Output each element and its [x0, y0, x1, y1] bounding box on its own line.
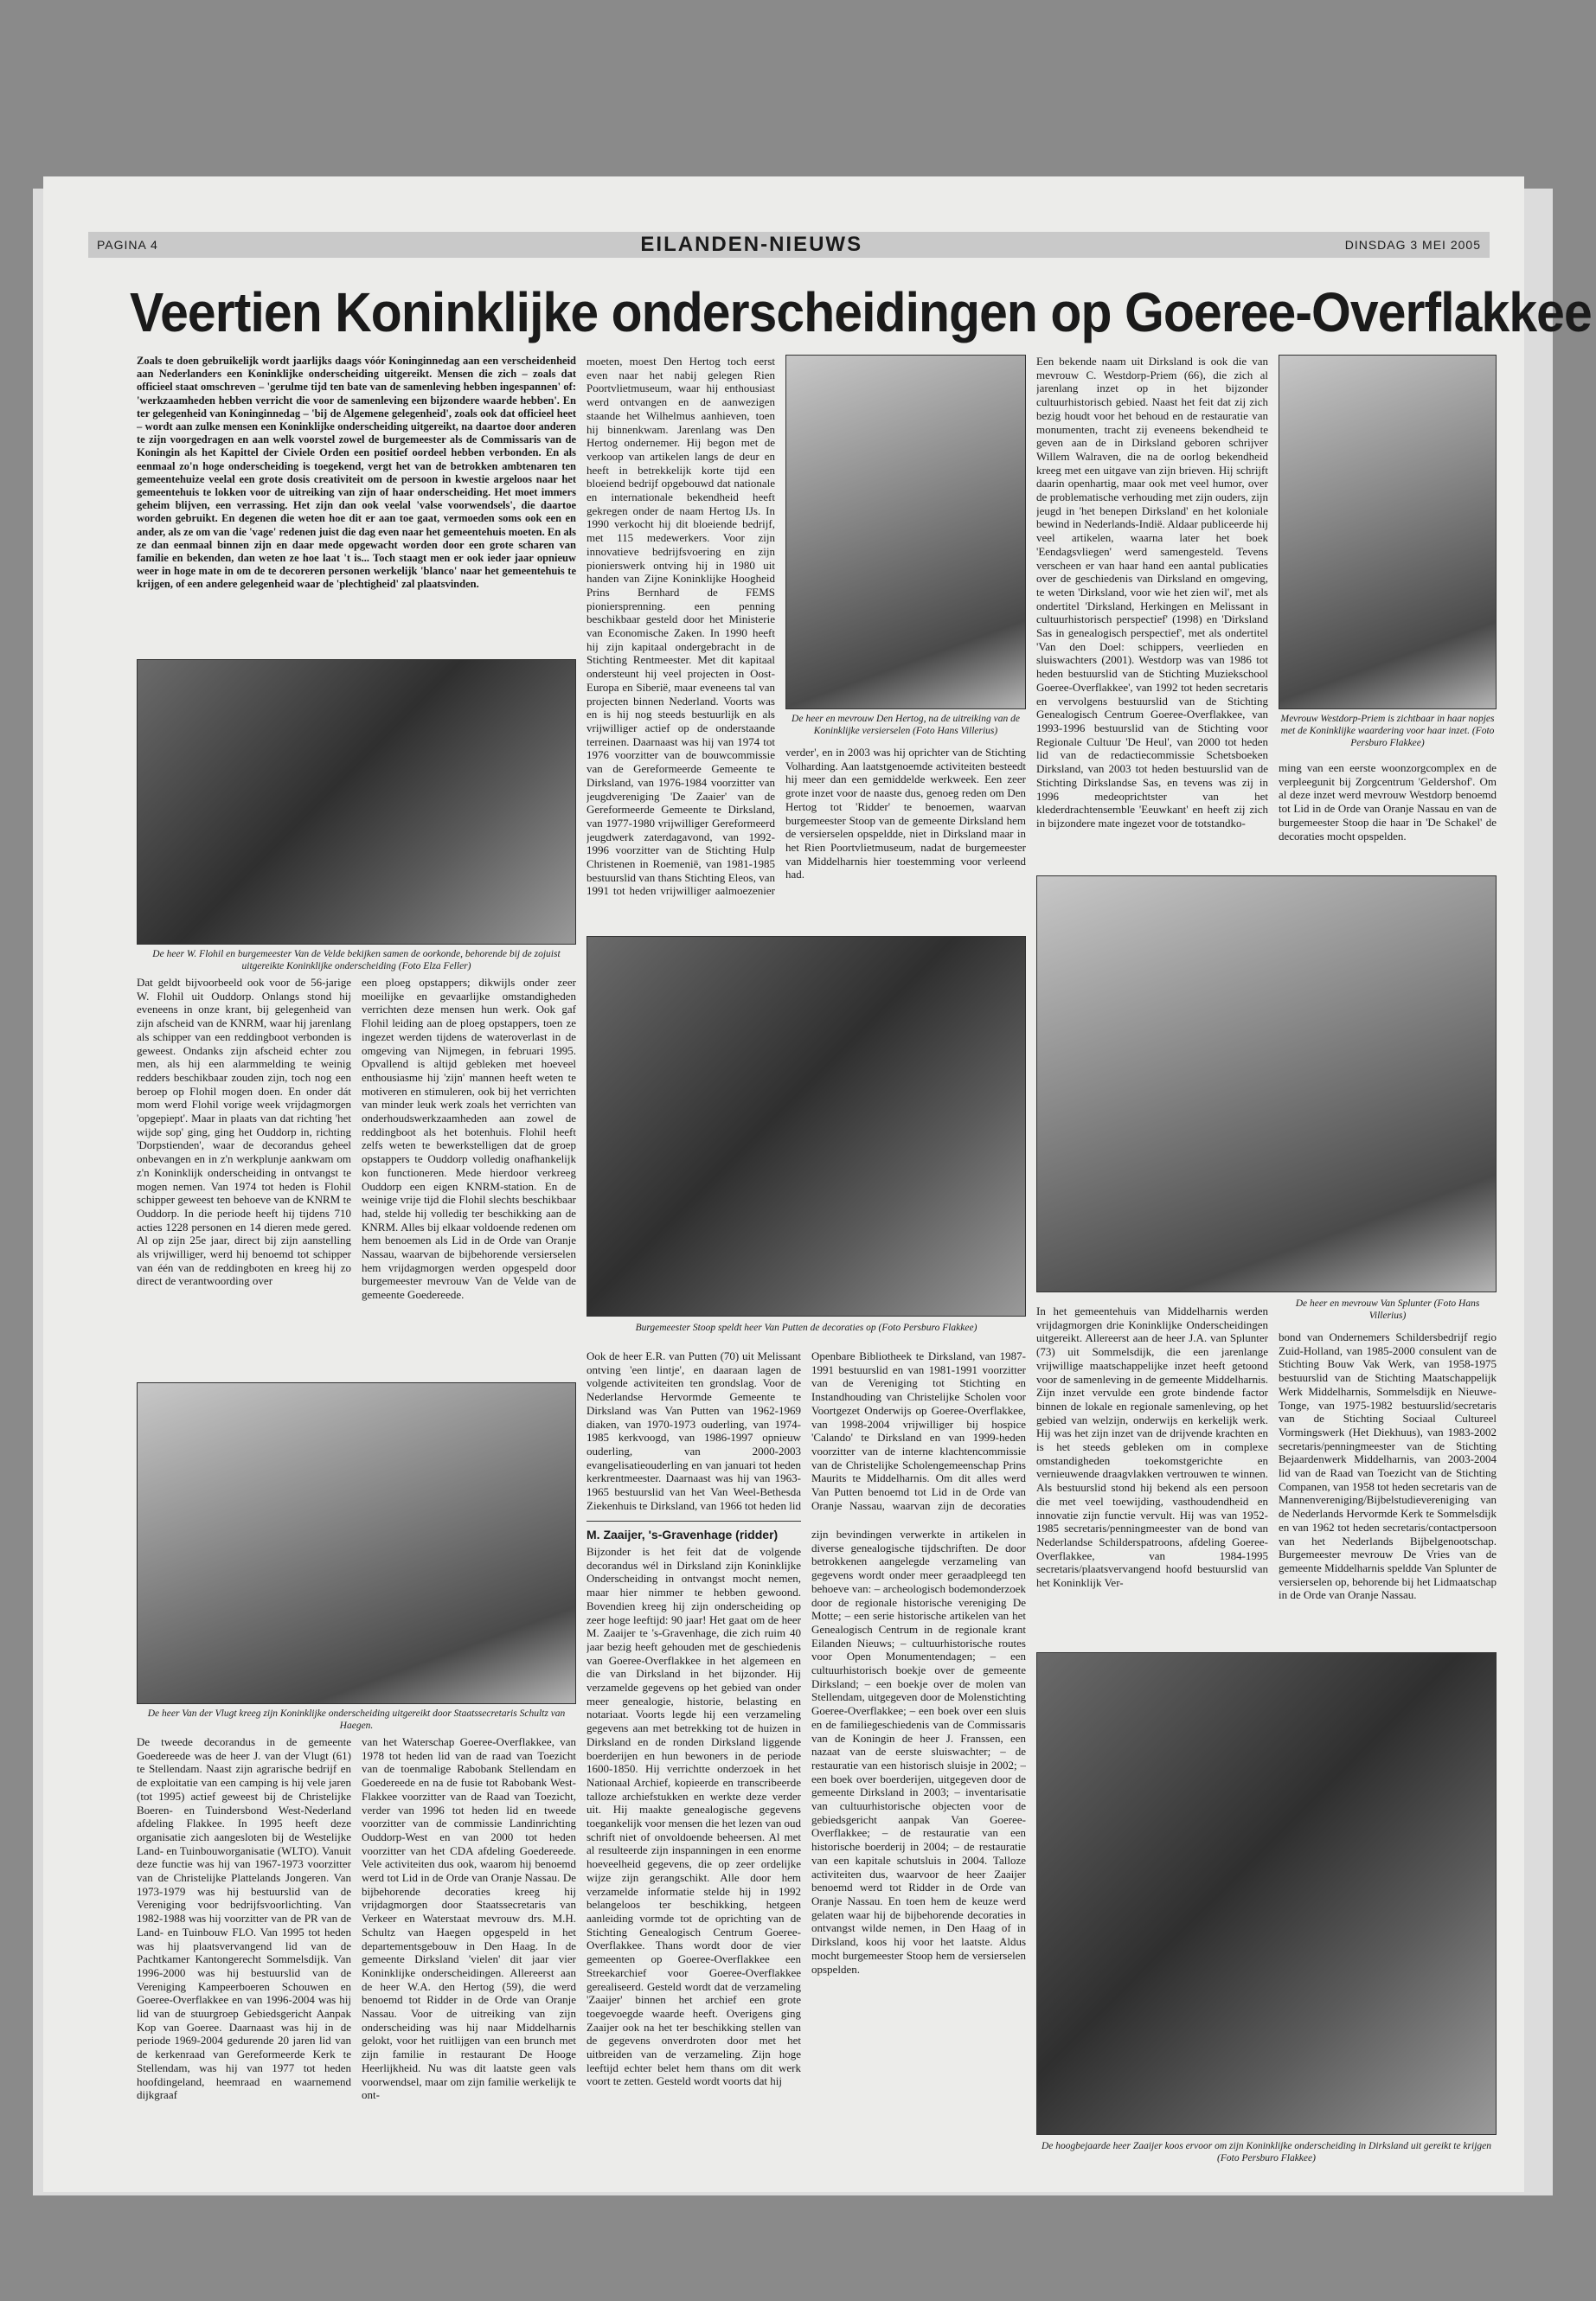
subhead-zaaijer: M. Zaaijer, 's-Gravenhage (ridder)	[586, 1528, 779, 1541]
photo-flohil	[137, 659, 576, 945]
article-flohil-continued: een ploeg opstappers; dikwijls onder zeer moeilijke en gevaarlijke omstandigheden verrichten deze mensen hun werk. Ook gaf Flohil leiding aan de ploeg opstappers, toen ze ingezet werden tijdens de wateroverlast in de omgeving van Nijmegen, in februari 1995. Opvallend is altijd gebleken met hoeveel enthousiasme hij 'zijn' mannen heeft weten te motiveren en stimuleren, ook bij het verrichten van minder leuk werk zoals het verrichten van onderhoudswerkzaamheden aan zowel de reddingboot als het botenhuis. Flohil heeft zelfs weten te bewerkstelligen dat de groep opstappers te Ouddorp volledig onafhankelijk kon functioneren. Mede hierdoor verkreeg Ouddorp een eigen KNRM-station. En de weinige vrije tijd die Flohil slechts beschikbaar had, stelde hij volledig ter beschikking aan de KNRM. Alles bij elkaar voldoende redenen om hem benoemen als Lid in de Orde van Oranje Nassau, waarvan de bijbehorende versierselen hem vrijdagmorgen werden opgespeld door burgemeester mevrouw Van de Velde van de gemeente Goedereede.	[362, 976, 576, 1302]
photo-den-hertog	[785, 355, 1026, 709]
article-zaaijer-continued: zijn bevindingen verwerkte in artikelen in diverse genealogische tijdschriften. De door betrokkenen aangelegde verzameling van gegevens wordt onder meer geraadpleegd ten behoeve van: – archeologisch bodemonderzoek door de regionale historische vereniging De Motte; – een serie historische artikelen van het Genealogisch Centrum in de regionale krant Eilanden Nieuws; – cultuurhistorische routes voor Open Monumentendagen; – een cultuurhistorisch boekje over de gemeente Dirksland; – een boekje over de molen van Stellendam, uitgegeven door de Molenstichting Goeree-Overflakkee; – een boek over een sluis en de familiegeschiedenis van de Commissaris van de Koningin de heer J. Franssen, een nazaat van de eerste sluiswachter; – de restauratie van een historisch sluisje in 2002; – een boek over boerderijen, uitgegeven door de gemeente Dirksland in 2003; – inventarisatie van cultuurhistorische objecten voor de gebiedsgericht aanpak Van Goeree-Overflakkee; – de restauratie van een historische boerderij in 2004; – de restauratie van een kapitale schutsluis in 2004. Talloze activiteiten dus, waarvoor de heer Zaaijer benoemd werd tot Ridder in de Orde van Oranje Nassau. En toen hem de keuze werd gelaten waar hij de bijbehorende decoraties in ontvangst wilde nemen, in Den Haag of in Dirksland, koos hij voor het laatste. Aldus mocht burgemeester Stoop hem de versierselen opspelden.	[811, 1528, 1026, 1976]
photo-van-der-vlugt	[137, 1382, 576, 1704]
intro-paragraph: Zoals te doen gebruikelijk wordt jaarlijks daags vóór Koninginnedag aan een verscheidenheid aan Nederlanders een Koninklijke onderscheiding uitgereikt. Mensen die zich – zoals dat officieel staat omschreven – 'gerulme tijd ten bate van de samenleving hebben ingespannen' of: 'werkzaamheden hebben verricht die voor de samenleving een bijzondere waarde hebben'. En ter gelegenheid van Koninginnedag – 'bij de Algemene gelegenheid', zoals ook dat officieel heet – wordt aan zulke mensen een Koninklijke onderscheiding uitgereikt, na daartoe door anderen te zijn voorgedragen en aan welk voorstel zowel de burgemeester als de Commissaris van de Koningin als het Kapittel der Civiele Orden een positief oordeel hebben verbonden. En als eenmaal zo'n hoge onderscheiding is toegekend, vergt het van de betrokken ambtenaren ten gemeentehuize veelal een grote dosis creativiteit om de persoon in kwestie argeloos naar het gemeentehuis te lokken voor de uitreiking van zijn of haar onderscheiding. Het moet immers geheim blijven, een verrassing. Het zijn dan ook veelal 'valse voorwendsels', die daartoe worden gebruikt. En degenen die weten hoe dit er aan toe gaat, vermoeden soms ook een en ander, als ze om van die 'vage' redenen juist die dag even naar het gemeentehuis moeten. En als ze dan eenmaal binnen zijn en daar mede opgewacht worden door een grote scharen van familie en bekenden, dan weten ze hoe laat 't is... Toch staagt men er ook ieder jaar opnieuw weer in hoge mate in om de te decoreren personen werkelijk 'blanco' naar het gemeentehuis te krijgen, of een andere gelegenheid waar de 'plechtigheid' zal plaatsvinden.	[137, 355, 576, 591]
issue-date: DINSDAG 3 MEI 2005	[1344, 238, 1481, 252]
photo-van-putten	[586, 936, 1026, 1317]
caption-flohil: De heer W. Flohil en burgemeester Van de Velde bekijken samen de oorkonde, behorende bij de zojuist uitgereikte Koninklijke onderscheiding (Foto Elza Feller)	[152, 949, 561, 971]
caption-van-putten: Burgemeester Stoop speldt heer Van Putten de decoraties op (Foto Persburo Flakkee)	[635, 1323, 977, 1333]
caption-den-hertog: De heer en mevrouw Den Hertog, na de uitreiking van de Koninklijke versierselen (Foto Hans Villerius)	[792, 714, 1020, 736]
article-zaaijer: Bijzonder is het feit dat de volgende decorandus wél in Dirksland zijn Koninklijke Onderscheiding in ontvangst mocht nemen, maar hier nimmer te hebben gewoond. Bovendien kreeg hij zijn onderscheiding op zeer hoge leeftijd: 90 jaar! Het gaat om de heer M. Zaaijer te 's-Gravenhage, die zich ruim 40 jaar bezig heeft gehouden met de geschiedenis van Goeree-Overflakkee in het algemeen en die van Dirksland in het bijzonder. Hij verzamelde gegevens op het gebied van onder meer genealogie, historie, belasting en notariaat. Voorts legde hij een verzameling gegevens aan met betrekking tot de huizen in Dirksland en de ronden Dirksland liggende boerderijen en hun bewoners in de periode 1600-1850. Hij verrichtte onderzoek in het Nationaal Archief, kopieerde en transcribeerde talloze archiefstukken en werkte deze verder uit. Hij maakte genealogische gegevens toegankelijk voor mensen die het lezen van oud schrift niet of onvoldoende beheersen. Al met al resulteerde zijn inspanningen in een enorme hoeveelheid gegevens, die op zeer ordelijke wijze zijn gerangschikt. Alle door hem verzamelde informatie stelde hij in 1992 belangeloos ter beschikking, hetgeen aanleiding vormde tot de oprichting van de Stichting Genealogisch Centrum Goeree-Overflakkee. Thans wordt door de vier gemeenten op Goeree-Overflakkee een Streekarchief voor Goeree-Overflakkee gerealiseerd. Gesteld wordt dat de verzameling 'Zaaijer' binnen het archief een grote toegevoegde waarde heeft. Overigens ging Zaaijer ook na het ter beschikking stellen van de gegevens onverdroten door met het uitbreiden van de verzameling. Zijn hoge leeftijd echter belet hem thans om dit werk voort te zetten. Gesteld wordt voorts dat hij	[586, 1545, 801, 2088]
photo-van-splunter	[1036, 875, 1497, 1292]
article-van-putten-continued: Openbare Bibliotheek te Dirksland, van 1987-1991 bestuurslid en van 1981-1991 voorzitter van de Vereniging tot Stichting en Instandhouding van Christelijke Scholen voor Voortgezet Onderwijs op Goeree-Overflakkee, van 1998-2004 vrijwilliger bij hospice 'Calando' te Dirksland en van 1999-heden voorzitter van de interne klachtencommissie van de Christelijke Scholengemeenschap Prins Maurits te Middelharnis. Om dit alles werd Van Putten benoemd tot Lid in de Orde van Oranje Nassau, waarvan zijn de decoraties	[811, 1349, 1026, 1512]
article-van-splunter-continued: bond van Ondernemers Schildersbedrijf regio Zuid-Holland, van 1985-2000 consulent van de Stichting Bouw Vak Werk, van 1958-1975 bestuurslid van de Stichting Maatschappelijk Werk Middelharnis, Sommelsdijk en Nieuwe-Tonge, van 1975-1982 bestuurslid/secretaris van de Stichting Sociaal Cultureel Vormingswerk (Het Diekhuus), van 1983-2002 secretaris/penningmeester van de Stichting Bejaardenwerk Middelharnis, van 2003-2004 lid van de Raad van Toezicht van de Stichting Companen, van 1958 tot heden secretaris van de Mannenvereniging/Bijbelstudievereniging van de Nederlands Hervormde Kerk te Sommelsdijk en van 1962 tot heden secretaris/contactpersoon van het Nederlands Bijbelgenootschap. Burgemeester mevrouw De Vries van de gemeente Middelharnis speldde Van Splunter de versierselen op, behorende bij het Lidmaatschap in de Orde van Oranje Nassau.	[1279, 1330, 1497, 1602]
caption-zaaijer: De hoogbejaarde heer Zaaijer koos ervoor om zijn Koninklijke onderscheiding in Dirksland uit gereikt te krijgen (Foto Persburo Flakkee)	[1041, 2141, 1492, 2163]
article-westdorp-continued: ming van een eerste woonzorgcomplex en de verpleegunit bij Zorgcentrum 'Geldershof'. Om al deze inzet werd mevrouw Westdorp benoemd tot Lid in de Orde van Oranje Nassau en van de burgemeester Stoop die haar in 'De Schakel' de decoraties mocht opspelden.	[1279, 761, 1497, 843]
article-flohil: Dat geldt bijvoorbeeld ook voor de 56-jarige W. Flohil uit Ouddorp. Onlangs stond hij eveneens in onze krant, bij gelegenheid van zijn afscheid van de KNRM, waar hij jarenlang als schipper van een reddingboot verbonden is geweest. Ondanks zijn afscheid echter zou men, als hij een alarmmelding te weinig redders beschikbaar zouden zijn, toch nog een beroep op Flohil mogen doen. En onder dát mom werd Flohil vorige week vrijdagmorgen 'opgepiept'. Maar in plaats van dat richting 'het wijde sop' ging, ging het Ouddorp in, richting 'Dorpstienden', waar de decorandus geheel onbevangen en in z'n werkplunje aankwam om z'n Koninklijk onderscheiding in ontvangst te mogen nemen. Van 1974 tot heden is Flohil schipper geweest ten behoeve van de KNRM te Ouddorp. In die periode heeft hij tijdens 710 acties 1228 personen en 14 dieren mede gered. Al op zijn 25e jaar, direct bij zijn aanstelling als vrijwilliger, werd hij benoemd tot schipper van één van de reddingboten en kreeg hij zo direct de verantwoording over	[137, 976, 351, 1288]
article-van-der-vlugt: De tweede decorandus in de gemeente Goedereede was de heer J. van der Vlugt (61) te Stellendam. Naast zijn agrarische bedrijf en de exploitatie van een camping is hij vele jaren (tot 1995) actief geweest bij de Christelijke Boeren- en Tuindersbond West-Nederland afdeling Flakkee. In 1995 heeft deze organisatie zich aangesloten bij de Westelijke Land- en Tuinbouworganisatie (WLTO). Vanuit deze functie was hij van 1967-1973 voorzitter van de Christelijke Plattelands Jongeren. Van 1973-1979 was hij bestuurslid van de Vereniging voor bedrijfsvoorlichting. Van 1982-1988 was hij voorzitter van de PR van de Land- en Tuinbouw FLO. Van 1995 tot heden was hij plaatsvervangend lid van de Pachtkamer Kantongerecht Sommelsdijk. Van 1996-2000 was hij bestuurslid van de Vereniging Kampeerboeren Schouwen en Goeree-Overflakkee en van 1996-2004 was hij lid van de stuurgroep Gebiedsgericht Aanpak Kop van Goeree. Daarnaast was hij in de periode 1969-2004 gedurende 20 jaren lid van de kerkenraad van Gereformeerde Kerk te Stellendam, was hij van 1977 tot heden hoofdingeland, heemraad en waarnemend dijkgraaf	[137, 1735, 351, 2102]
newspaper-brand: EILANDEN-NIEUWS	[640, 233, 863, 256]
photo-zaaijer	[1036, 1652, 1497, 2135]
page-number: PAGINA 4	[97, 238, 158, 252]
headline: Veertien Koninklijke onderscheidingen op Goeree-Overflakkee	[130, 281, 1592, 343]
masthead	[88, 232, 1490, 258]
article-van-splunter: In het gemeentehuis van Middelharnis werden vrijdagmorgen drie Koninklijke Onderscheidingen uitgereikt. Allereerst aan de heer J.A. van Splunter (73) uit Sommelsdijk, die een jarenlange vrijwillige maatschappelijke inzet heeft getoond voor de samenleving in de gemeente Middelharnis. Zijn inzet vervulde een grote bindende factor binnen de lokale en regionale samenleving, op het gebied van welzijn, onderwijs en kerkelijk werk. Hij was het zijn inzet van de drijvende krachten en is het steeds gebleken om in complexe omstandigheden toekomstgerichte en vernieuwende draagvlakken vertrouwen te winnen. Als bestuurslid stond hij bekend als een persoon die met veel toewijding, vasthoudendheid en innovatie zijn functie vervult. Hij was van 1952-1985 secretaris/penningmeester van de bond van Nederlandse Schilderspatroons, afdeling Goeree-Overflakkee, van 1984-1995 secretaris/plaatsvervangend hoofd bestuurslid van het Koninklijk Ver-	[1036, 1304, 1268, 1590]
caption-van-der-vlugt: De heer Van der Vlugt kreeg zijn Koninklijke onderscheiding uitgereikt door Staatssecretaris Schultz van Haegen.	[147, 1708, 566, 1731]
article-den-hertog: moeten, moest Den Hertog toch eerst even naar het nabij gelegen Rien Poortvlietmuseum, waar hij enthousiast werd ontvangen en de aanwezigen staande het Wilhelmus aanhieven, toen hij binnenkwam. Jarenlang was Den Hertog ondernemer. Hij begon met de verkoop van artikelen langs de deur en heeft in betrekkelijk korte tijd een bloeiend bedrijf opgebouwd dat nationale en internationale bekendheid heeft gekregen onder de naam Hertog IJs. In 1990 verkocht hij dit bloeiende bedrijf, met 115 medewerkers. Voor zijn innovatieve bedrijfsvoering en zijn pionierswerk ontving hij in 1980 uit handen van Zijne Koninklijke Hoogheid Prins Bernhard de FEMS pioniersprenning. een penning beschikbaar gesteld door het Ministerie van Economische Zaken. In 1990 heeft hij zijn kapitaal ondergebracht in de Stichting Rentmeester. Met dit kapitaal ondersteunt hij veel projecten in Oost-Europa en Siberië, maar eveneens tal van projecten binnen Nederland. Voorts was en is hij nog steeds bestuurlijk en als vrijwilliger actief op de onderstaande terreinen. Daarnaast was hij van 1974 tot 1976 voorzitter van de bouwcommissie van de Gereformeerde Gemeente te Dirksland, van 1976-1984 voorzitter van jeugdvereniging 'De Zaaier' van de Gereformeerde Gemeente te Dirksland, van 1977-1980 vrijwilliger Gereformeerd jeugdwerk zaterdagavond, van 1992-1996 voorzitter van de Stichting Hulp Christenen in Roemenië, van 1981-1985 bestuurslid van thans Stichting Eleos, van 1991 tot heden vrijwilliger aalmoezenier	[586, 355, 775, 898]
caption-van-splunter: De heer en mevrouw Van Splunter (Foto Hans Villerius)	[1295, 1298, 1480, 1321]
caption-westdorp: Mevrouw Westdorp-Priem is zichtbaar in haar nopjes met de Koninklijke waardering voor haar inzet. (Foto Persburo Flakkee)	[1280, 714, 1495, 748]
article-van-putten: Ook de heer E.R. van Putten (70) uit Melissant ontving 'een lintje', en daaraan lagen de volgende activiteiten ten grondslag. Voor de Nederlandse Hervormde Gemeente te Dirksland was Van Putten van 1962-1969 diaken, van 1970-1973 ouderling, van 1974-1985 kerkvoogd, van 1986-1997 opnieuw ouderling, van 2000-2003 evangelisatieouderling en van januari tot heden kerkrentmeester. Daarnaast was hij van 1963-1965 bestuurslid van het Van Weel-Bethesda Ziekenhuis te Dirksland, van 1966 tot heden lid	[586, 1349, 801, 1512]
article-westdorp: Een bekende naam uit Dirksland is ook die van mevrouw C. Westdorp-Priem (66), die zich al jarenlang inzet op in het bijzonder cultuurhistorisch gebied. Naast het feit dat zij zich bezig houdt voor het behoud en de restauratie van monumenten, tracht zij eveneens bekendheid te geven aan de in Dirksland geboren schrijver Willem Walraven, die na de oorlog bekendheid kreeg met een uitgave van zijn brieven. Hij schrijft daarin openhartig, maar ook met veel humor, over de problematische verhouding met zijn ouders, zijn jeugd in 'het benepen Dirksland' en het koloniale bewind in Nederlands-Indië. Aldaar publiceerde hij veel artikelen, waarna later het boek 'Eendagsvliegen' werd samengesteld. Tevens verscheen er van haar hand een aantal publicaties over de geschiedenis van Dirksland en omgeving, te weten 'Dirksland, voor wie het zien wil', met als ondertitel 'Dirksland, Herkingen en Melissant in cultuurhistorisch perspectief' (1998) en 'Dirksland Sas in genealogisch perspectief', met als ondertitel 'Van den Doel: schippers, veerlieden en sluiswachters (2001). Westdorp was van 1986 tot heden bestuurslid van de Stichting Muziekschool Goeree-Overflakkee', van 1992 tot heden secretaris en vervolgens bestuurslid van de Stichting Genealogisch Centrum Goeree-Overflakkee, van 1993-1996 bestuurslid van de Stichting voor Regionale Cultuur 'De Heul', van 2000 tot heden lid van de redactiecommissie Schetsboeken Dirksland, van 2003 tot heden bestuurslid van de Stichting Dirkslandse Sas, en tevens was zij in 1996 medeoprichtster van het klederdrachtensemble 'Eeuwkant' en heeft zij zich in bijzondere mate ingezet voor de totstandko-	[1036, 355, 1268, 830]
article-den-hertog-continued: verder', en in 2003 was hij oprichter van de Stichting Volharding. Aan laatstgenoemde activiteiten besteedt hij meer dan een gemiddelde werkweek. Een zeer grote inzet voor de naaste dus, genoeg reden om Den Hertog tot 'Ridder' te benoemen, waarvan burgemeester Stoop van de gemeente Dirksland hem de versierselen opspeldde, niet in Dirksland maar in het Rien Poortvlietmuseum, nadat de burgemeester van Middelharnis hier toestemming voor verleend had.	[785, 746, 1026, 881]
photo-westdorp	[1279, 355, 1497, 709]
article-van-der-vlugt-continued: van het Waterschap Goeree-Overflakkee, van 1978 tot heden lid van de raad van Toezicht van de toenmalige Rabobank Stellendam en Goedereede en na de fusie tot Rabobank West-Flakkee voorzitter van de Raad van Toezicht, verder van 1996 tot heden lid en tweede voorzitter van de commissie Landinrichting Ouddorp-West en van 2000 tot heden voorzitter van het CDA afdeling Goedereede. Vele activiteiten dus ook, waarom hij benoemd werd tot Lid in de Orde van Oranje Nassau. De bijbehorende decoraties kreeg hij vrijdagmorgen door Staatssecretaris van Verkeer en Waterstaat mevrouw drs. M.H. Schultz van Haegen opgespeld in het departementsgebouw in Den Haag. In de gemeente Dirksland 'vielen' dit jaar vier Koninklijke onderscheidingen. Allereerst aan de heer W.A. den Hertog (59), die werd benoemd tot Ridder in de Orde van Oranje Nassau. Voor de uitreiking van zijn onderscheiding was hij naar Middelharnis gelokt, voor het ruitlijgen van een brunch met zijn familie in restaurant De Hooge Heerlijkheid. Nu was dit laatste geen vals voorwendsel, maar om zijn familie werkelijk te ont-	[362, 1735, 576, 2102]
section-rule	[586, 1521, 801, 1522]
